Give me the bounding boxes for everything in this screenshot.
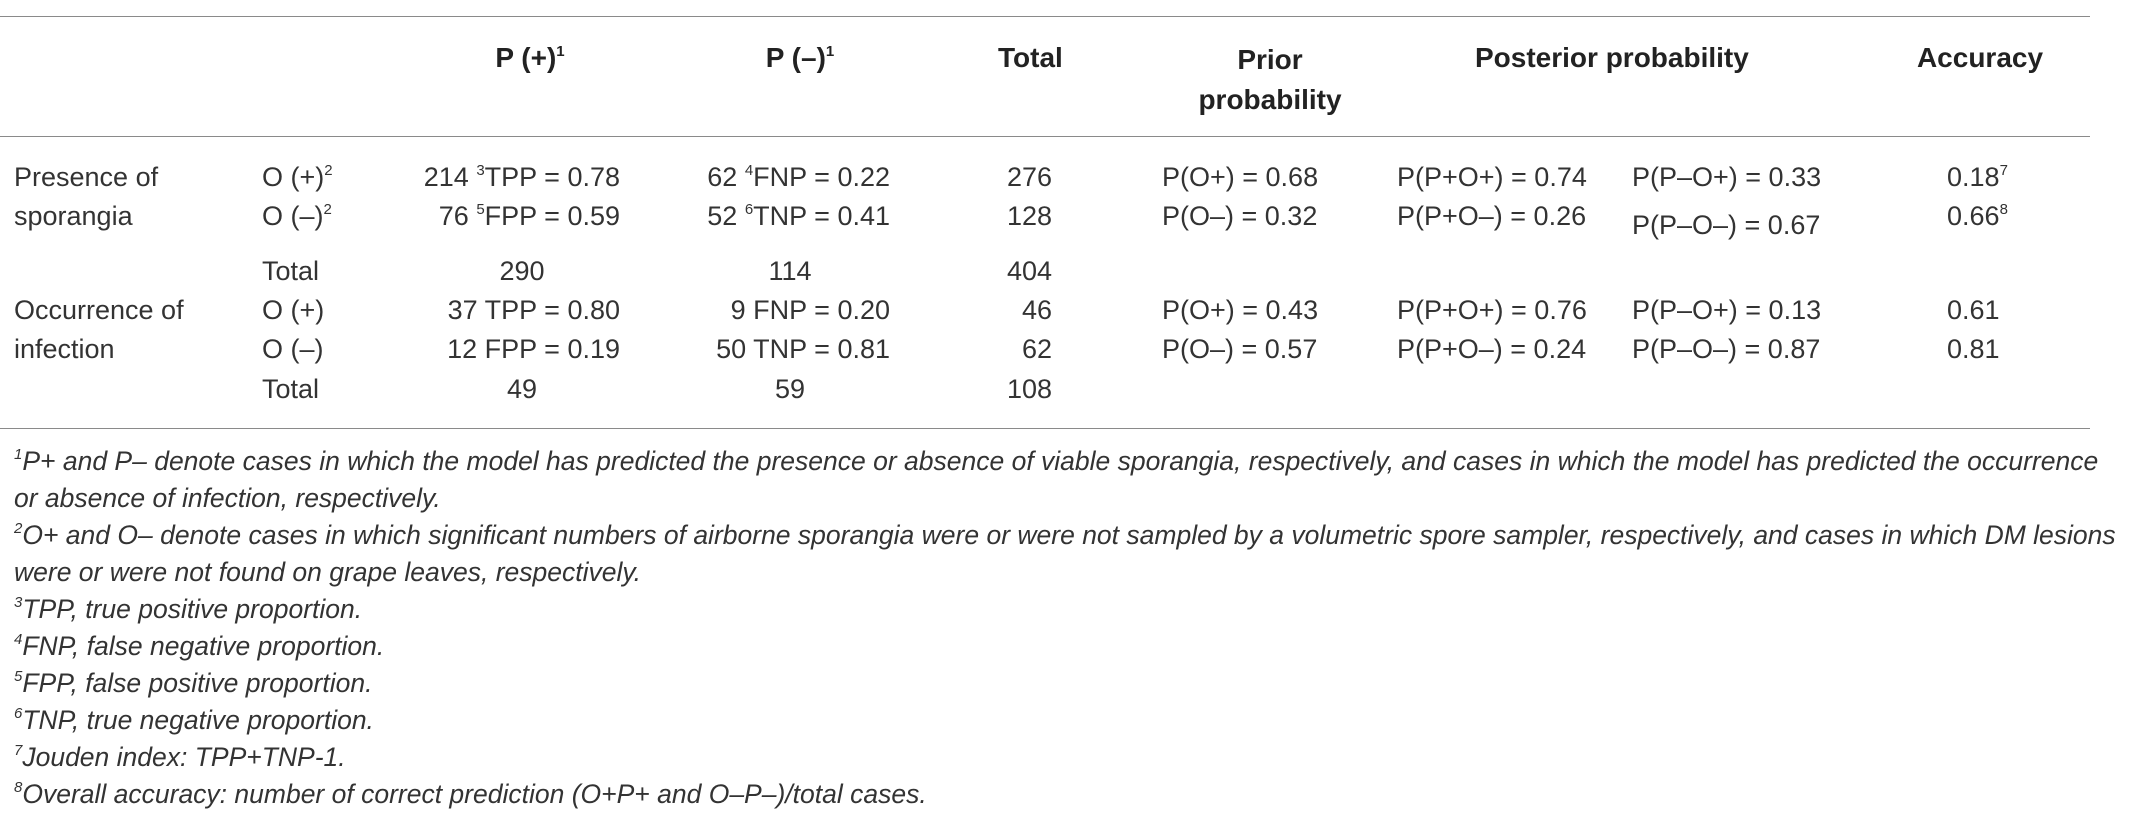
p-plus-cell: 12 FPP = 0.19 xyxy=(447,334,620,364)
prior-cell: P(O–) = 0.32 xyxy=(1162,201,1318,231)
total-row-p-plus: 49 xyxy=(506,374,538,404)
header-posterior-probability: Posterior probability xyxy=(1475,42,1749,73)
posterior-positive-cell: P(P+O+) = 0.76 xyxy=(1397,295,1587,325)
observed-cell: O $(-)^2$ xyxy=(262,201,332,231)
p-minus-cell: 52 $^6$TNP = 0.41 xyxy=(707,201,890,231)
observed-cell: O (+) xyxy=(262,295,325,325)
total-row-p-plus: 290 xyxy=(499,256,545,286)
footnote-1-cont: or absence of infection, respectively. xyxy=(14,483,441,513)
total-row-label: Total xyxy=(262,374,320,404)
footnote-5: $^5$FPP, false positive proportion. xyxy=(14,668,373,698)
footnote-7: $^7$Jouden index: TPP+TNP-1. xyxy=(14,742,346,772)
prior-cell: P(O+) = 0.68 xyxy=(1162,162,1319,192)
footnote-2-cont: were or were not found on grape leaves, respectively. xyxy=(14,557,642,587)
posterior-negative-cell: P(P–O+) = 0.33 xyxy=(1632,162,1822,192)
observed-cell: O $(+)^2$ xyxy=(262,162,333,192)
p-plus-cell: 37 TPP = 0.80 xyxy=(447,295,620,325)
p-minus-cell: 50 TNP = 0.81 xyxy=(716,334,890,364)
accuracy-cell: 0.66$^8$ xyxy=(1947,201,2008,231)
prior-cell: P(O–) = 0.57 xyxy=(1162,334,1318,364)
posterior-negative-cell: P(P–O+) = 0.13 xyxy=(1632,295,1822,325)
p-plus-cell: 214 $^3$TPP = 0.78 xyxy=(423,162,620,192)
posterior-negative-cell: P(P–O–) = 0.87 xyxy=(1632,334,1821,364)
posterior-positive-cell: P(P+O+) = 0.74 xyxy=(1397,162,1587,192)
total-cell: 276 xyxy=(1006,162,1052,192)
header-prior-probability xyxy=(1160,40,1380,120)
total-cell: 128 xyxy=(1006,201,1052,231)
table-bottom-rule xyxy=(0,428,2090,429)
header-p-plus: P $(+)^1$ xyxy=(495,42,565,73)
prior-cell: P(O+) = 0.43 xyxy=(1162,295,1319,325)
p-minus-cell: 9 FNP = 0.20 xyxy=(730,295,890,325)
total-row-total: 108 xyxy=(1006,374,1052,404)
accuracy-cell: 0.61 xyxy=(1947,295,2000,325)
footnote-6: $^6$TNP, true negative proportion. xyxy=(14,705,374,735)
posterior-positive-cell: P(P+O–) = 0.24 xyxy=(1397,334,1587,364)
group-label-line2: sporangia xyxy=(14,201,133,231)
top-rule xyxy=(0,16,2090,17)
group-label-line1: Presence of xyxy=(14,162,159,192)
total-row-total: 404 xyxy=(1006,256,1052,286)
group-label-line1: Occurrence of xyxy=(14,295,184,325)
total-cell: 62 xyxy=(1021,334,1052,364)
footnote-2: $^2$O+ and O– denote cases in which significant numbers of airborne sporangia were or were not sampled by a volumetric spore sampler, respectively, and cases in which DM lesions xyxy=(14,520,2116,550)
posterior-positive-cell: P(P+O–) = 0.26 xyxy=(1397,201,1587,231)
p-minus-cell: 62 $^4$FNP = 0.22 xyxy=(707,162,890,192)
header-p-minus: P $(-)^1$ xyxy=(765,42,835,73)
header-prior-line1: Prior xyxy=(1237,44,1303,75)
accuracy-cell: 0.18$^7$ xyxy=(1947,162,2008,192)
header-accuracy: Accuracy xyxy=(1916,42,2044,73)
footnote-3: $^3$TPP, true positive proportion. xyxy=(14,594,363,624)
posterior-negative-cell: P(P–O–) = 0.67 xyxy=(1632,210,1821,240)
total-row-p-minus: 114 xyxy=(768,256,812,286)
header-total: Total xyxy=(998,42,1063,73)
footnote-4: $^4$FNP, false negative proportion. xyxy=(14,631,385,661)
footnote-1: $^1$P+ and P– denote cases in which the model has predicted the presence or absence of viable sporangia, respectively, and cases in which the model has predicted the occurrence xyxy=(14,446,2099,476)
observed-cell: O (–) xyxy=(262,334,324,364)
total-cell: 46 xyxy=(1021,295,1052,325)
total-row-label: Total xyxy=(262,256,320,286)
header-prior-line2: probability xyxy=(1198,84,1342,115)
total-row-p-minus: 59 xyxy=(774,374,806,404)
footnote-8: $^8$Overall accuracy: number of correct prediction (O+P+ and O–P–)/total cases. xyxy=(14,779,927,809)
accuracy-cell: 0.81 xyxy=(1947,334,2000,364)
p-plus-cell: 76 $^5$FPP = 0.59 xyxy=(438,201,620,231)
group-label-line2: infection xyxy=(14,334,115,364)
header-rule xyxy=(0,136,2090,137)
